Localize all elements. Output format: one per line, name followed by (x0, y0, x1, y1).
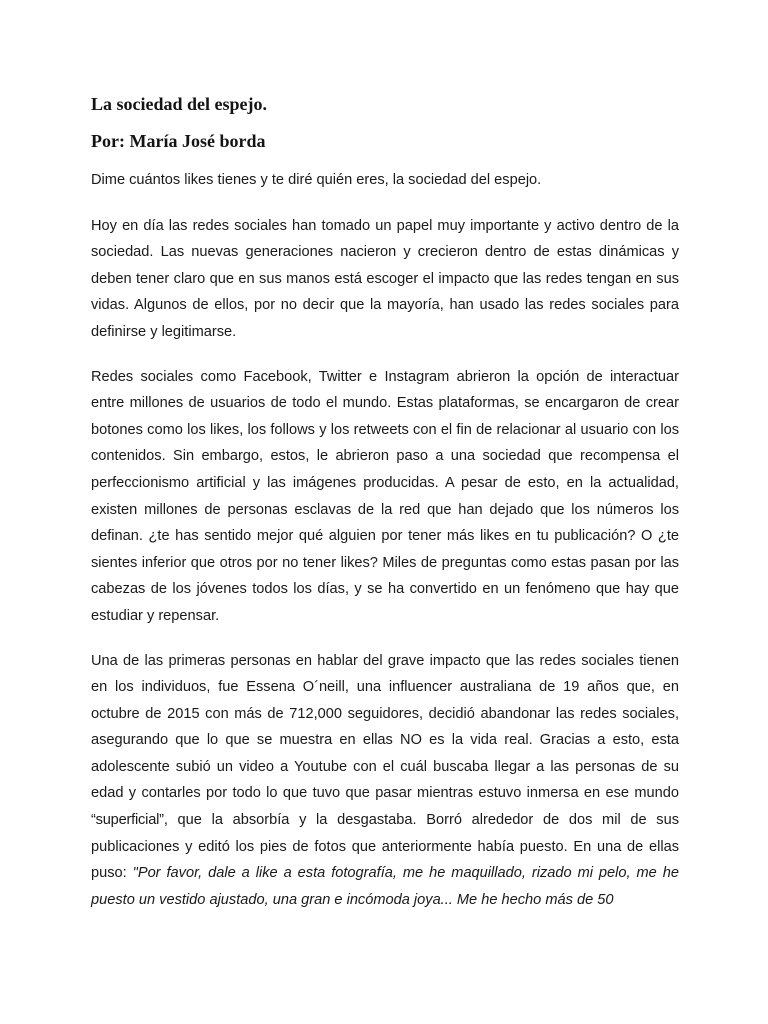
document-author: Por: María José borda (91, 131, 266, 151)
paragraph-3 (91, 648, 679, 914)
document-title: La sociedad del espejo. (91, 94, 268, 114)
paragraph-2: Redes sociales como Facebook, Twitter e Instagram abrieron la opción de interactuar entre millones de usuarios de todo el mundo. Estas plataformas, se encargaron de crear botones como los likes, los follows y los retweets con el fin de relacionar al usuario con los contenidos. Sin embargo, estos, le abrieron paso a una sociedad que recompensa el perfeccionismo artificial y las imágenes producidas. A pesar de esto, en la actualidad, existen millones de personas esclavas de la red que han dejado que los números los definan. ¿te has sentido mejor qué alguien por tener más likes en tu publicación? O ¿te sientes inferior que otros por no tener likes? Miles de preguntas como estas pasan por las cabezas de los jóvenes todos los días, y se ha convertido en un fenómeno que hay que estudiar y repensar. (91, 368, 679, 624)
document-body (91, 92, 679, 931)
paragraph-1: Hoy en día las redes sociales han tomado un papel muy importante y activo dentro de la sociedad. Las nuevas generaciones nacieron y crecieron dentro de estas dinámicas y deben tener claro que en sus manos está escoger el impacto que las redes tengan en sus vidas. Algunos de ellos, por no decir que la mayoría, han usado las redes sociales para definirse y legitimarse. (91, 217, 679, 340)
paragraph-3-text-a: Una de las primeras personas en hablar del grave impacto que las redes sociales tienen en los individuos, fue Essena O´neill, una influencer australiana de 19 años que, en octubre de 2015 con más de 712,000 seguidores, decidió abandonar las redes sociales, asegurando que lo que se muestra en ellas NO es la vida real. Gracias a esto, esta adolescente subió un video a Youtube con el cuál buscaba llegar a las personas de su edad y contarles por todo lo que tuvo que pasar mientras estuvo inmersa en ese mundo (91, 652, 679, 802)
paragraph-3-quoted-word: “superficial” (91, 812, 164, 829)
paragraph-3-quote: "Por favor, dale a like a esta fotografía, me he maquillado, rizado mi pelo, me he puesto un vestido ajustado, una gran e incómoda joya... Me he hecho más de 50 (91, 865, 679, 908)
paragraph-3-text-b: , que la absorbía y la desgastaba. Borró alrededor de dos mil de sus publicaciones y editó los pies de fotos que anteriormente había puesto. En una de ellas puso: (91, 812, 679, 882)
lead-sentence: Dime cuántos likes tienes y te diré quién eres, la sociedad del espejo. (91, 172, 542, 188)
